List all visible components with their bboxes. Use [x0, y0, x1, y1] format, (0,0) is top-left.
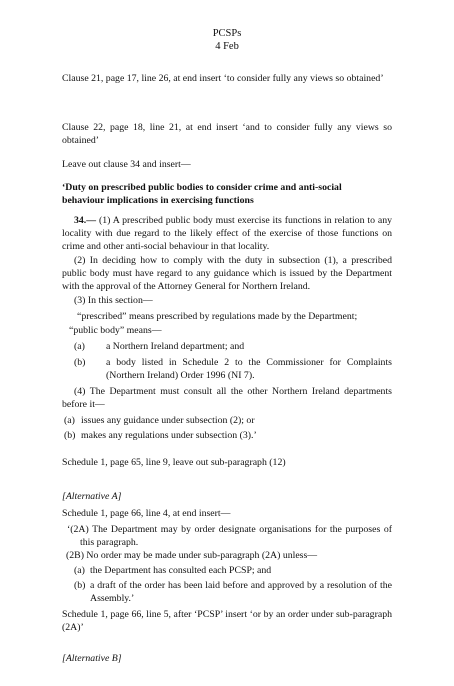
amendment-schedule-1-page-66-line-5: Schedule 1, page 66, line 5, after ‘PCSP’ insert ‘or by an order under sub-paragraph (2A)’: [62, 609, 392, 634]
item-label: (a): [74, 565, 85, 576]
amendment-clause-22: Clause 22, page 18, line 21, at end insert ‘and to consider fully any views so obtained’: [62, 122, 392, 147]
amendment-clause-34-intro: Leave out clause 34 and insert—: [62, 159, 191, 170]
item-label: (b): [74, 580, 86, 591]
amendment-schedule-1-page-65: Schedule 1, page 65, line 9, leave out sub-paragraph (12): [62, 457, 286, 468]
subsection-34-1: [62, 214, 392, 254]
new-clause-title: ‘Duty on prescribed public bodies to consider crime and anti-social behaviour implications in exercising functions: [62, 182, 342, 207]
running-title: PCSPs: [212, 28, 242, 39]
sub-paragraph-2A: ‘(2A) The Department may by order designate organisations for the purposes of this paragraph.: [67, 524, 392, 549]
subsection-34-1-text: (1) A prescribed public body must exercise its functions in relation to any locality with due regard to the likely effect of the exercise of those functions on crime and other anti-social behaviour in that locality.: [62, 215, 392, 253]
definition-public-body: “public body” means—: [69, 325, 162, 336]
alternative-b-heading: [Alternative B]: [62, 653, 122, 664]
item-text: the Department has consulted each PCSP; and: [90, 565, 272, 576]
alternative-a-heading: [Alternative A]: [62, 491, 122, 502]
item-text: a body listed in Schedule 2 to the Commissioner for Complaints (Northern Ireland) Order 1996 (NI 7).: [106, 357, 392, 382]
subsection-34-3: (3) In this section—: [74, 295, 153, 306]
item-text: issues any guidance under subsection (2); or: [81, 415, 255, 426]
section-number: 34.—: [74, 215, 97, 226]
item-label: (b): [64, 430, 76, 441]
item-label: (a): [74, 341, 85, 352]
running-date: 4 Feb: [215, 41, 239, 52]
item-label: (a): [64, 415, 75, 426]
definition-prescribed: “prescribed” means prescribed by regulations made by the Department;: [77, 311, 358, 322]
subsection-34-2: (2) In deciding how to comply with the duty in subsection (1), a prescribed public body must have regard to any guidance which is issued by the Department with the approval of the Attorney General for Northern Ireland.: [62, 255, 392, 293]
amendment-schedule-1-page-66-line-4: Schedule 1, page 66, line 4, at end insert—: [62, 508, 231, 519]
item-label: (b): [74, 357, 86, 368]
subsection-34-4: (4) The Department must consult all the other Northern Ireland departments before it—: [62, 386, 392, 411]
sub-paragraph-2B: (2B) No order may be made under sub-paragraph (2A) unless—: [66, 550, 318, 561]
item-text: a Northern Ireland department; and: [106, 341, 245, 352]
item-text: a draft of the order has been laid before and approved by a resolution of the Assembly.’: [90, 580, 392, 605]
amendment-clause-21: Clause 21, page 17, line 26, at end insert ‘to consider fully any views so obtained’: [62, 73, 384, 84]
item-text: makes any regulations under subsection (3).’: [81, 430, 257, 441]
